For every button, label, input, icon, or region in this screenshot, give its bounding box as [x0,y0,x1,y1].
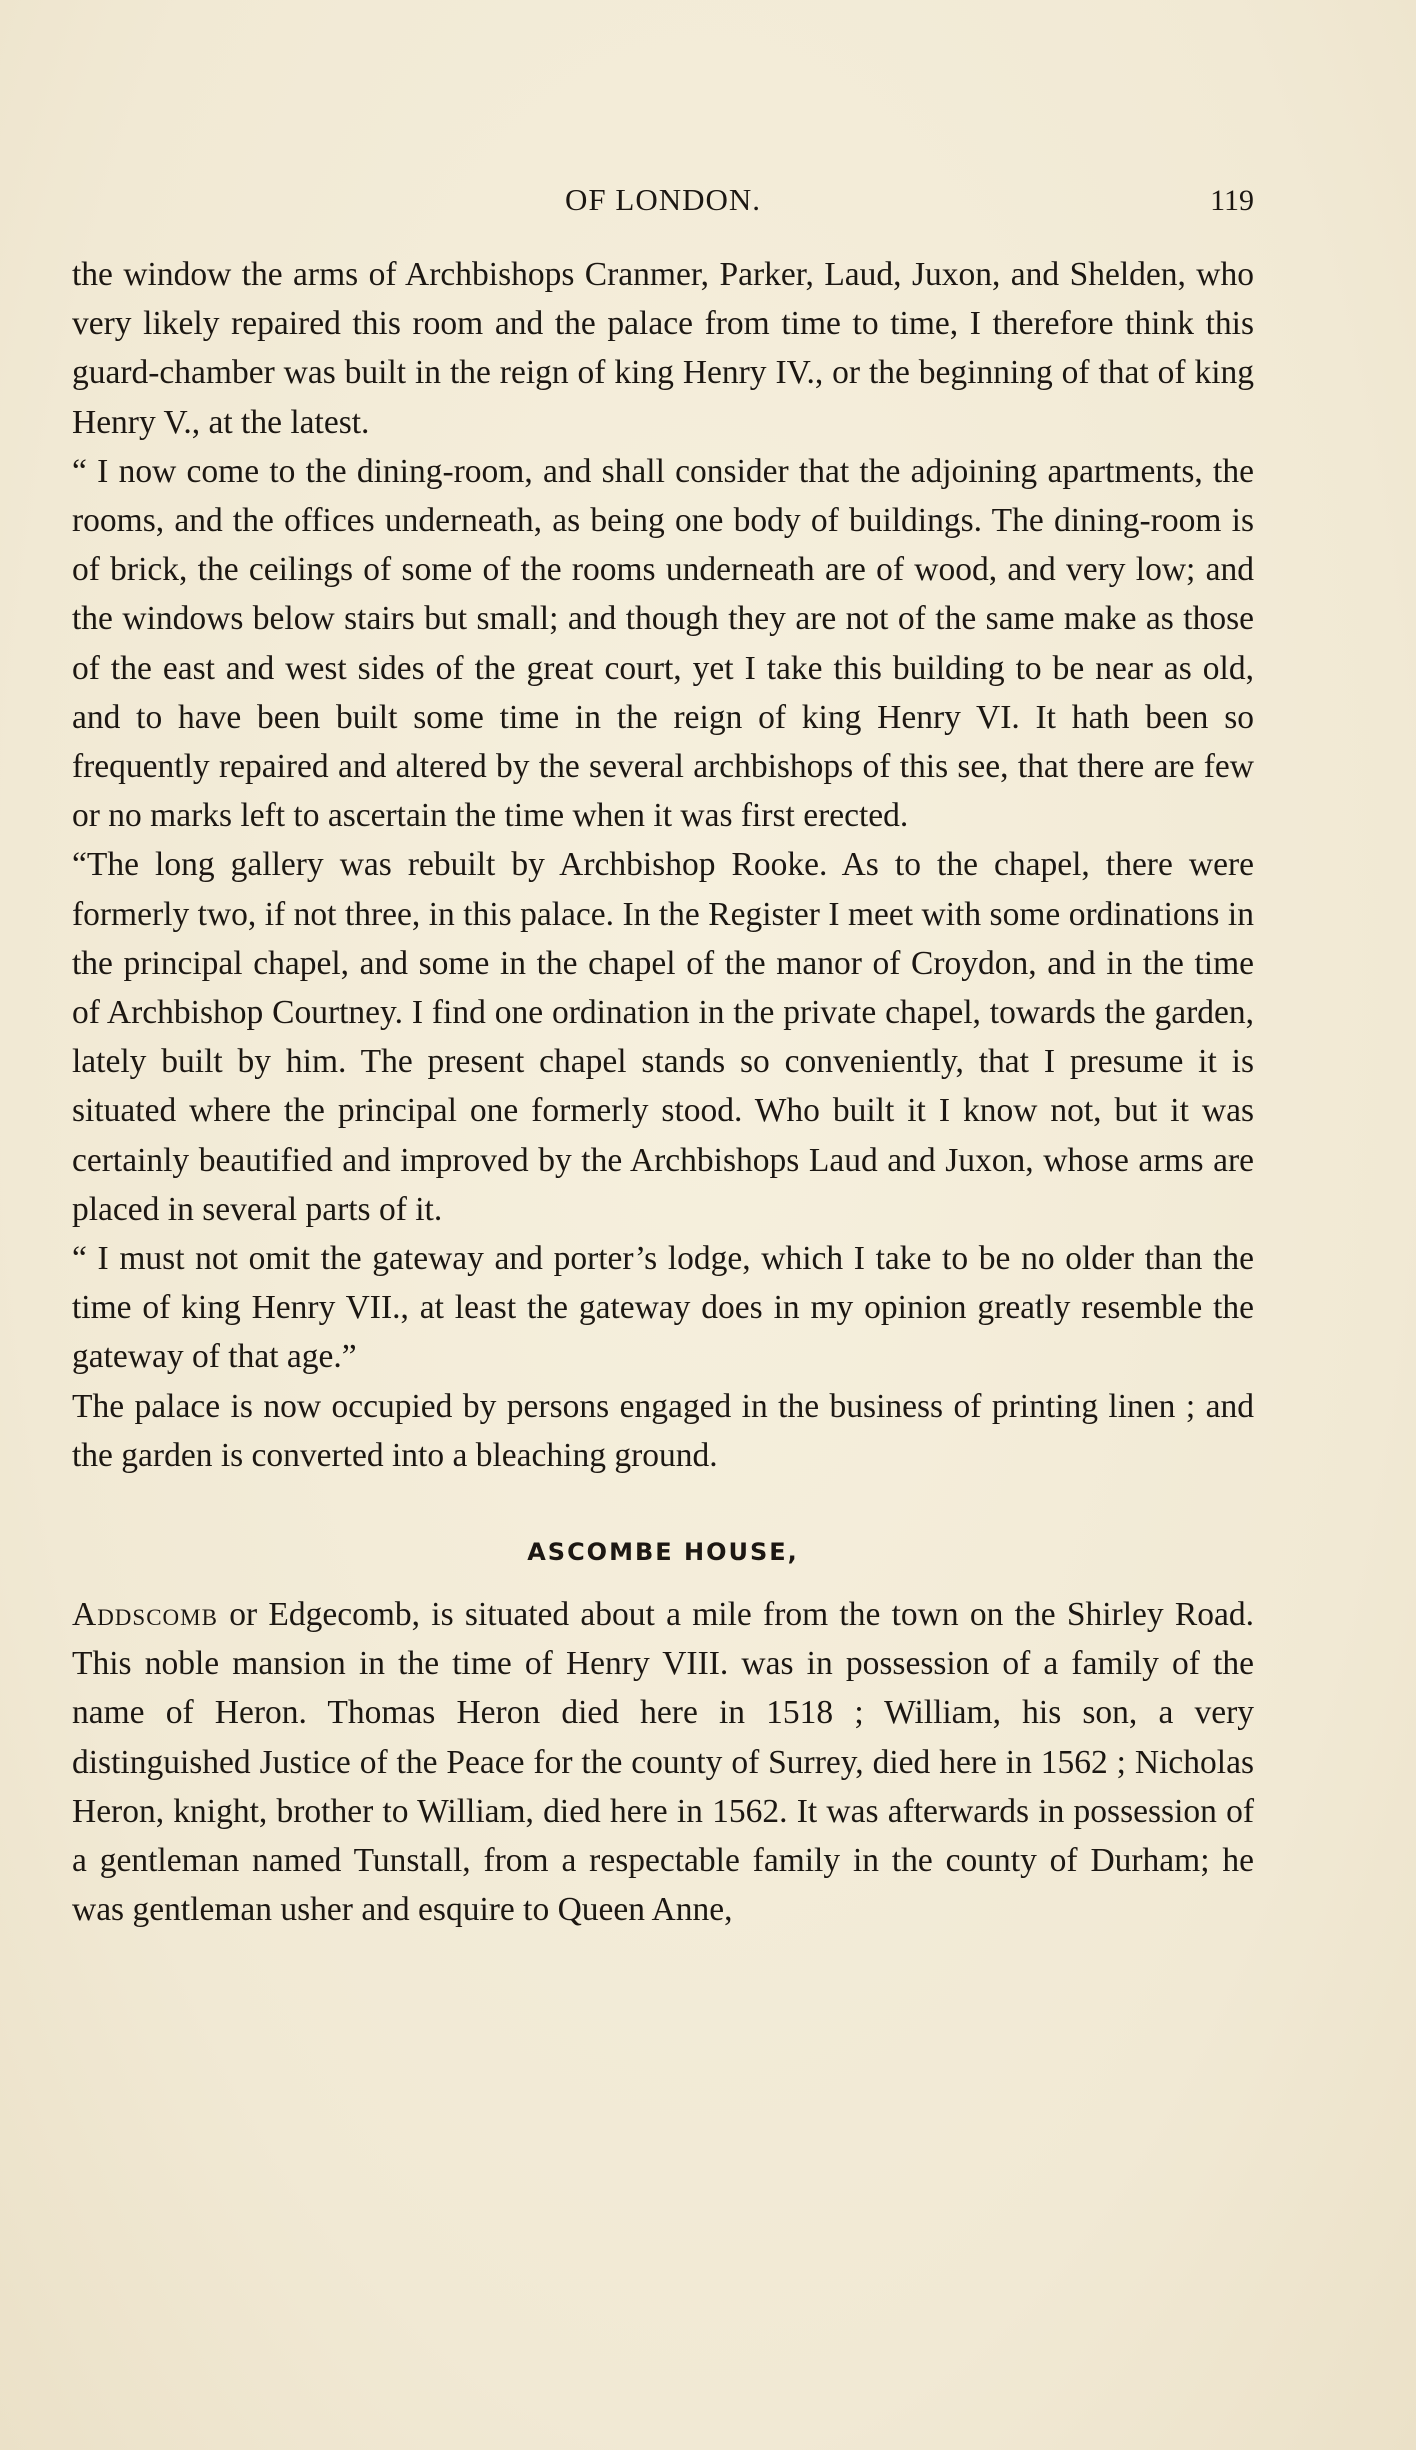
section-heading: ASCOMBE HOUSE, [527,1538,799,1567]
page-number: 119 [1210,184,1254,217]
running-head [72,182,1254,222]
paragraph-palace-occupied: The palace is now occupied by persons engaged in the business of printing linen ; and the garden is converted into a bleaching ground. [72,1387,1254,1474]
section-text: or Edgecomb, is situated about a mile from the town on the Shirley Road. This noble mansion in the time of Henry VIII. was in possession of a family of the name of Heron. Thomas Heron died here in 1518 ; William, his son, a very distinguished Justice of the Peace for the county of Surrey, died here in 1562 ; Nicholas Heron, knight, brother to William, died here in 1562. It was afterwards in possession of a gentleman named Tunstall, from a respectable family in the county of Durham; he was gentleman usher and esquire to Queen Anne, [72,1596,1254,1929]
running-title: OF LONDON. [565,182,761,217]
paragraph-ascombe-house [72,1590,1254,1934]
paragraph-gateway: “ I must not omit the gateway and porter’s lodge, which I take to be no older than the time of king Henry VII., at least the gateway does in my opinion greatly resemble the gateway of that age.” [72,1240,1254,1376]
paragraph-guard-chamber: the window the arms of Archbishops Cranmer, Parker, Laud, Juxon, and Shelden, who very likely repaired this room and the palace from time to time, I therefore think this guard-chamber was built in the reign of king Henry IV., or the beginning of that of king Henry V., at the latest. [72,256,1254,441]
paragraph-long-gallery: “The long gallery was rebuilt by Archbishop Rooke. As to the chapel, there were formerly two, if not three, in this palace. In the Register I meet with some ordinations in the principal chapel, and some in the chapel of the manor of Croydon, and in the time of Archbishop Courtney. I find one ordination in the private chapel, towards the garden, lately built by him. The present chapel stands so conveniently, that I presume it is situated where the principal one formerly stood. Who built it I know not, but it was certainly beautified and improved by the Archbishops Laud and Juxon, whose arms are placed in several parts of it. [72,846,1254,1228]
lead-word: Addscomb [72,1596,218,1634]
paragraph-dining-room: “ I now come to the dining-room, and shall consider that the adjoining apartments, the rooms, and the offices underneath, as being one body of buildings. The dining-room is of brick, the ceilings of some of the rooms underneath are of wood, and very low; and the windows below stairs but small; and though they are not of the same make as those of the east and west sides of the great court, yet I take this building to be near as old, and to have been built some time in the reign of king Henry VI. It hath been so frequently repaired and altered by the several archbishops of this see, that there are few or no marks left to ascertain the time when it was first erected. [72,452,1254,835]
body-text [72,250,1254,1935]
